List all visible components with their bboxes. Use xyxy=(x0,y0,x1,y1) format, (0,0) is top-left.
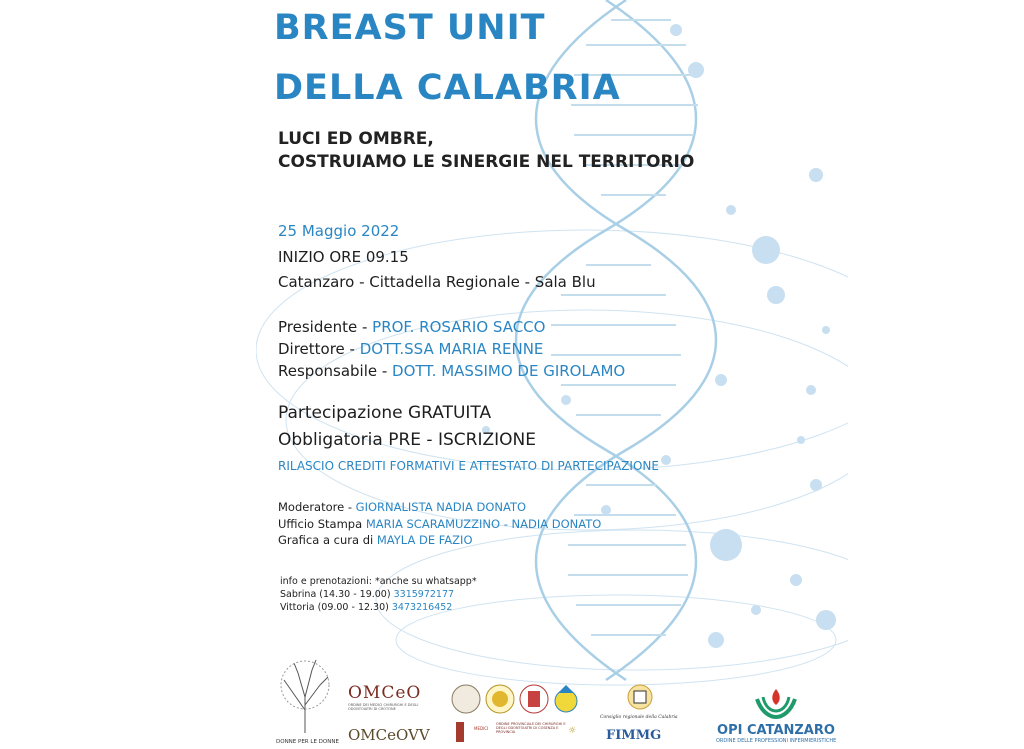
staff-name: MAYLA DE FAZIO xyxy=(376,533,473,547)
role-label: Direttore - xyxy=(278,340,360,358)
role-name: DOTT.SSA MARIA RENNE xyxy=(359,340,544,358)
tree-icon xyxy=(276,655,334,735)
participation-free: Partecipazione GRATUITA xyxy=(278,403,492,423)
contact-sabrina xyxy=(280,589,454,600)
omceo-vv-text: OMCeOVV xyxy=(348,726,430,744)
role-name: DOTT. MASSIMO DE GIROLAMO xyxy=(392,362,626,380)
contact-label: Sabrina (14.30 - 19.00) xyxy=(280,589,391,600)
seal-icon xyxy=(555,690,577,712)
seal-icon xyxy=(452,685,480,713)
role-label: Responsabile - xyxy=(278,362,393,380)
event-venue: Catanzaro - Cittadella Regionale - Sala Blu xyxy=(278,273,596,291)
crest-icon xyxy=(600,683,696,711)
role-name: PROF. ROSARIO SACCO xyxy=(372,318,546,336)
sun-icon: ☼ xyxy=(568,726,577,736)
event-date: 25 Maggio 2022 xyxy=(278,222,400,240)
participation-credits: RILASCIO CREDITI FORMATIVI E ATTESTATO DI PARTECIPAZIONE xyxy=(278,459,659,473)
staff-press-office xyxy=(278,517,601,531)
event-poster xyxy=(256,0,848,749)
role-responsible xyxy=(278,362,625,380)
title-line-1: BREAST UNIT xyxy=(274,8,546,48)
opi-catanzaro-logo xyxy=(716,685,836,744)
role-label: Presidente - xyxy=(278,318,373,336)
staff-role: Ufficio Stampa xyxy=(278,517,366,531)
donne-caption: DONNE PER LE DONNE xyxy=(276,739,339,745)
omceo-kr-caption: ORDINE DEI MEDICI CHIRURGHI E DEGLI ODONTOIATRI DI CROTONE xyxy=(348,703,419,711)
subtitle-line-1: LUCI ED OMBRE, xyxy=(278,129,434,149)
staff-role: Moderatore - xyxy=(278,500,356,514)
omceo-crotone-logo xyxy=(348,683,438,713)
staff-graphics xyxy=(278,533,473,547)
seal-center-icon xyxy=(492,691,508,707)
medici-caption: MEDICI xyxy=(474,726,489,731)
contact-phone[interactable]: 3315972177 xyxy=(393,589,455,600)
staff-role: Grafica a cura di xyxy=(278,533,377,547)
contact-phone[interactable]: 3473216452 xyxy=(391,602,453,613)
omceo-vv-logo xyxy=(348,726,430,744)
role-director xyxy=(278,340,543,358)
omceo-cosenza-logo xyxy=(452,720,577,748)
seal-crown-icon xyxy=(558,685,574,693)
omceo-cs-caption: ORDINE PROVINCIALE DEI CHIRURGHI E DEGLI ODONTOIATRI DI COSENZA E PROVINCIA xyxy=(496,722,566,734)
opi-hands-icon xyxy=(753,685,799,719)
fimmg-logo: FIMMG xyxy=(606,728,662,743)
opi-caption: ORDINE DELLE PROFESSIONI INFERMIERISTICHE xyxy=(716,738,837,744)
contact-label: Vittoria (09.00 - 12.30) xyxy=(280,602,389,613)
staff-name: MARIA SCARAMUZZINO - NADIA DONATO xyxy=(365,517,602,531)
society-seals xyxy=(448,683,598,717)
title-line-2: DELLA CALABRIA xyxy=(274,68,621,108)
event-start-time: INIZIO ORE 09.15 xyxy=(278,248,409,266)
donne-per-le-donne-logo xyxy=(276,655,339,747)
role-president xyxy=(278,318,545,336)
staff-moderator xyxy=(278,500,526,514)
contacts-header: info e prenotazioni: *anche su whatsapp* xyxy=(280,576,477,587)
omceo-kr-text: OMCeO xyxy=(348,683,422,703)
statue-icon xyxy=(452,720,468,744)
staff-name: GIORNALISTA NADIA DONATO xyxy=(355,500,527,514)
regione-calabria-logo xyxy=(600,683,696,720)
subtitle-line-2: COSTRUIAMO LE SINERGIE NEL TERRITORIO xyxy=(278,152,695,172)
opi-text: OPI CATANZARO xyxy=(717,723,835,738)
shield-icon xyxy=(528,691,540,707)
contact-vittoria xyxy=(280,602,452,613)
regione-caption: Consiglio regionale della Calabria xyxy=(600,715,678,720)
participation-registration: Obbligatoria PRE - ISCRIZIONE xyxy=(278,430,536,450)
